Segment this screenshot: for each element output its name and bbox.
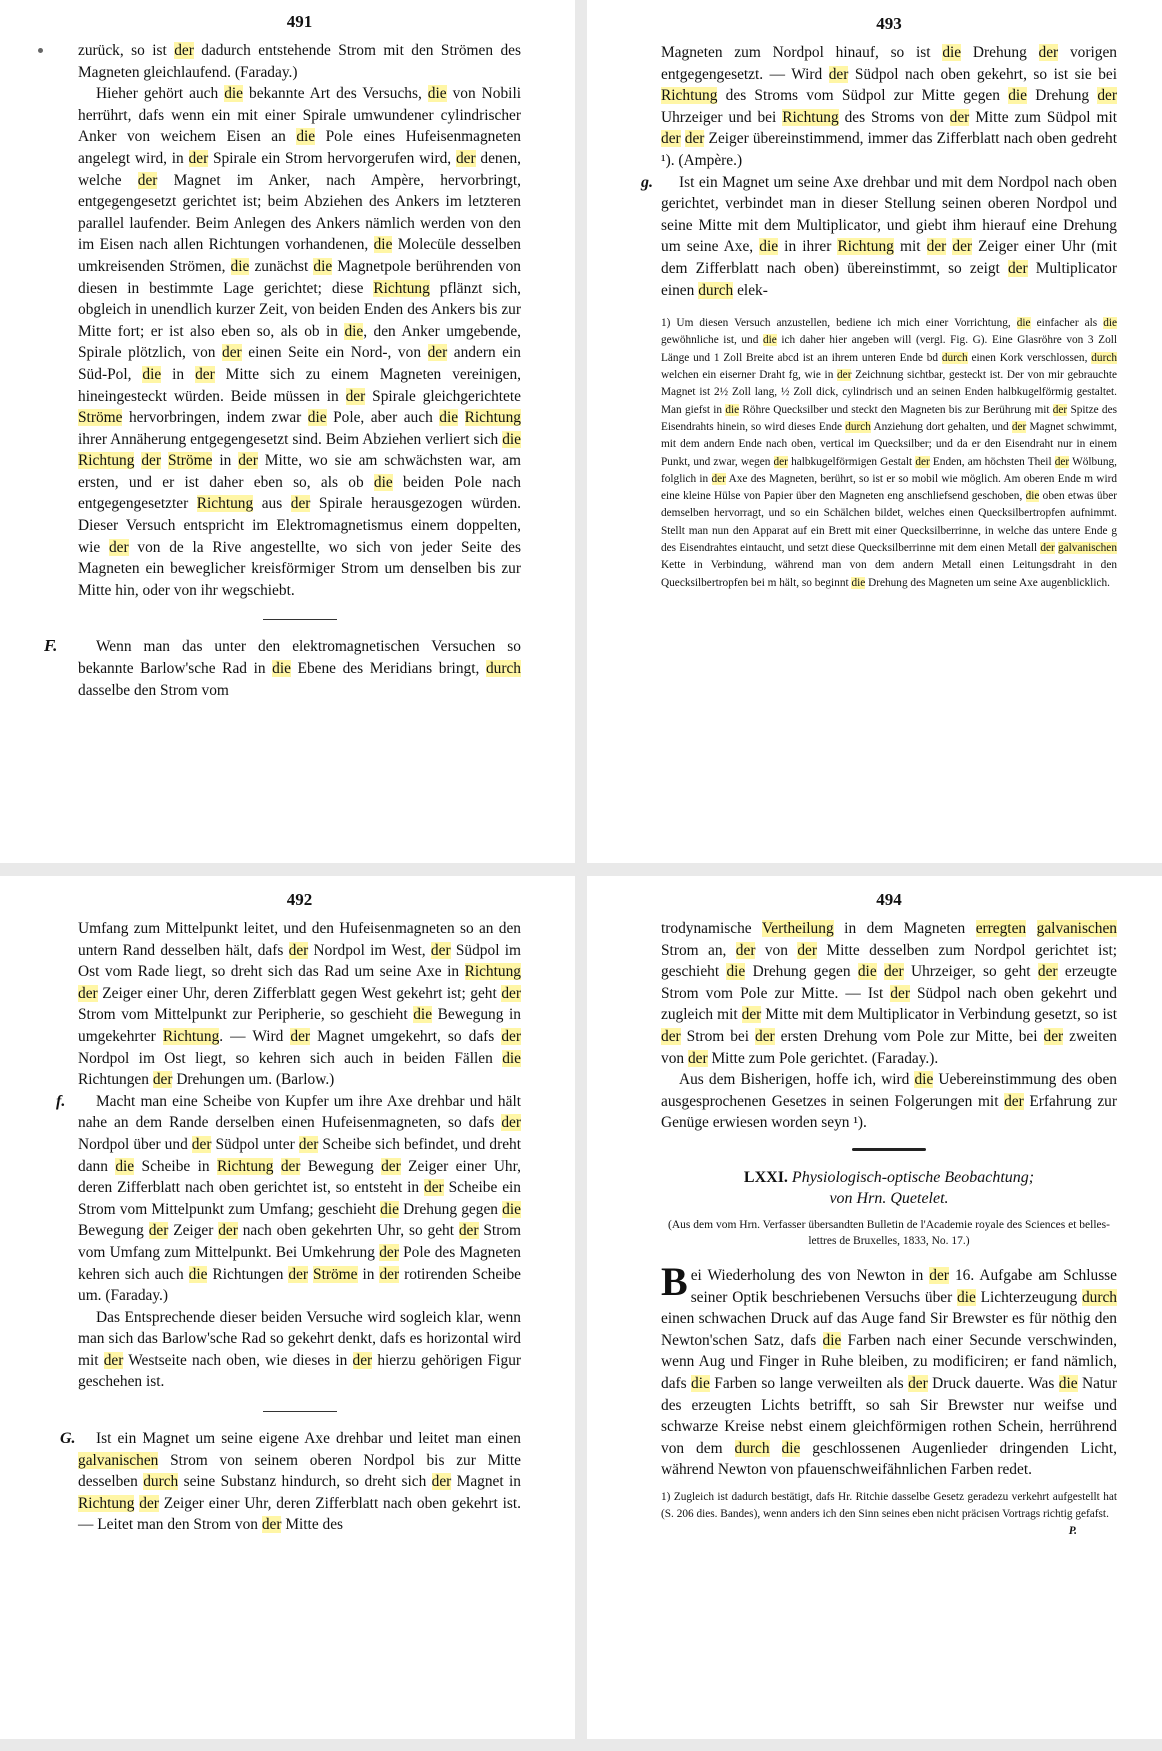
search-highlight: der <box>773 455 788 468</box>
search-highlight: der <box>828 65 849 83</box>
search-highlight: der <box>345 387 366 405</box>
search-highlight: die <box>781 1439 801 1457</box>
search-highlight: der <box>424 1179 444 1197</box>
search-highlight: Vertheilung <box>761 920 834 937</box>
search-highlight: Ströme <box>167 452 213 470</box>
search-highlight: die <box>380 1200 399 1218</box>
search-highlight: der <box>430 941 451 959</box>
search-highlight: die <box>725 403 740 416</box>
page-body <box>56 918 522 1393</box>
search-highlight: die <box>857 963 877 981</box>
search-highlight: die <box>1016 317 1031 330</box>
search-highlight: die <box>762 334 777 347</box>
search-highlight: durch <box>1091 351 1117 364</box>
search-highlight: der <box>661 130 681 148</box>
search-highlight: der <box>108 538 129 556</box>
footnote <box>661 1489 1117 1541</box>
search-highlight: die <box>427 85 447 103</box>
search-highlight: der <box>290 495 311 513</box>
search-highlight: Richtung <box>78 1494 135 1512</box>
article-number: LXXI. <box>743 1168 788 1186</box>
paragraph: ei Wiederholung des von Newton in der 16. Aufgabe am Schlusse seiner Optik beschriebenen Versuchs über die Lichterzeugung durch einen schwachen Druck auf das Auge fand Sir Brewster es für nöthig den Newton'schen Satz, dafs die Farben nach einer Secunde verschwinden, wenn Aug und Finger in Ruhe bleiben, zu modificiren; er fand nämlich, dafs die Farben so lange verweilten als der Druck dauerte. Was die Natur des erzeugten Lichts betrifft, so sah Sir Brewster nur weifse und schwarze Kreise nebst einem gleichförmigen rothen Schein, herrührend von dem durch die geschlossenen Augenlieder dringenden Licht, während Newton von pfauenschweifähnlichen Farben redet. <box>661 1266 1118 1479</box>
search-highlight: der <box>381 1157 401 1175</box>
search-highlight: der <box>1038 44 1059 61</box>
search-highlight: der <box>280 1157 301 1175</box>
search-highlight: der <box>78 984 98 1002</box>
search-highlight: der <box>1054 455 1070 468</box>
search-highlight: der <box>188 149 209 167</box>
page-493 <box>587 0 1162 863</box>
search-highlight: der <box>1004 1092 1024 1110</box>
search-highlight: der <box>174 42 194 59</box>
search-highlight: durch <box>698 281 734 299</box>
search-highlight: der <box>218 1222 238 1240</box>
section-g <box>641 172 1118 302</box>
paragraph: Ist ein Magnet um seine Axe drehbar und mit dem Nordpol nach oben gerichtet, verbindet man in dieser Stellung seinen oberen Nordpol und seine Mitte mit dem Multiplicator, und giebt ihm hierauf eine Drehung um seine Axe, die in ihrer Richtung mit der der Zeiger einer Uhr (mit dem Zifferblatt nach oben) übereinstimmt, so zeigt der Multiplicator einen durch elek- <box>661 173 1118 299</box>
search-highlight: Ströme <box>78 409 123 427</box>
section-mark: f. <box>56 1092 66 1110</box>
search-highlight: der <box>741 1006 762 1024</box>
article-body <box>661 1258 1118 1481</box>
search-highlight: die <box>272 660 291 678</box>
search-highlight: der <box>379 1243 399 1261</box>
search-highlight: der <box>427 344 448 362</box>
search-highlight: galvanischen <box>1036 920 1117 937</box>
margin-dot-icon <box>38 48 43 53</box>
search-highlight: durch <box>1081 1288 1117 1306</box>
search-highlight: die <box>296 128 316 146</box>
search-highlight: der <box>352 1351 373 1369</box>
search-highlight: durch <box>485 660 521 678</box>
search-highlight: der <box>735 941 756 959</box>
paragraph: Hieher gehört auch die bekannte Art des Versuchs, die von Nobili herrührt, dafs wenn ein mit einer Spirale umwundener cylindrischer Anker von weichem Eisen an die Pole eines Hufeisenmagneten angelegt wird, in der Spirale ein Strom hervorgerufen wird, der denen, welche der Magnet im Anker, nach Ampère, hervorbringt, entgegengesetzt gerichtet ist; beim Abziehen des Ankers im letzteren parallel laufender. Beim Anlegen des Ankers nämlich werden von den im Eisen nach allen Richtungen vorhandenen, die Molecüle desselben umkreisenden Strömen, die zunächst die Magnetpole berührenden von diesen in bestimmte Lage gerichtet; diese Richtung pflänzt sich, obgleich in unendlich kurzer Zeit, von beiden Enden des Ankers bis zur Mitte fort; er ist also eben so, als ob in die, den Anker umgebende, Spirale plötzlich, von der einen Seite ein Nord-, von der andern ein Süd-Pol, die in der Mitte sich zu einem Magneten vereinigen, hineingesteckt würden. Beide müssen in der Spirale gleichgerichtete Ströme hervorbringen, indem zwar die Pole, aber auch die Richtung ihrer Annäherung entgegengesetzt sind. Beim Abziehen verliert sich die Richtung der Ströme in der Mitte, wo sie am schwächsten war, am ersten, und er ist daher eben so, als ob die beiden Pole nach entgegengesetzter Richtung aus der Spirale herausgezogen würden. Dieser Versuch entspricht im Elektromagnetismus einem doppelten, wie der von de la Rive angestellte, wo sich von jeder Seite des Magneten ein beweglicher kreisförmiger Strom um denselben bis zur Mitte hin, oder von ihr wegschiebt. <box>78 85 522 599</box>
search-highlight: der <box>222 344 242 362</box>
page-body <box>641 42 1118 301</box>
search-highlight: der <box>908 1374 928 1392</box>
search-highlight: die <box>942 44 962 61</box>
search-highlight: der <box>1007 259 1028 277</box>
signature: P. <box>1068 1525 1077 1538</box>
paragraph: Ist ein Magnet um seine eigene Axe drehbar und leitet man einen galvanischen Strom von seinem oberen Nordpol bis zur Mitte desselben durch seine Substanz hindurch, so dreht sich der Magnet in Richtung der Zeiger einer Uhr, deren Zifferblatt nach oben gekehrt ist. — Leitet man den Strom von der Mitte des <box>78 1430 521 1534</box>
search-highlight: der <box>926 238 947 256</box>
search-highlight: durch <box>941 351 968 364</box>
section-mark: G. <box>60 1430 76 1448</box>
search-highlight: der <box>288 1265 309 1283</box>
search-highlight: durch <box>734 1439 770 1457</box>
search-highlight: der <box>455 149 476 167</box>
search-highlight: der <box>379 1265 400 1283</box>
article-heading <box>661 1167 1117 1209</box>
footnote: 1) Um diesen Versuch anzustellen, bediene ich mich einer Vorrichtung, die einfacher als die gewöhnliche ist, und die ich daher hier angeben will (vergl. Fig. G). Eine Glasröhre von 3 Zoll Länge und 1 Zoll Breite abcd ist an ihrem unteren Ende bd durch einen Kork verschlossen, durch welchen ein eiserner Draht fg, wie in der Zeichnung sichtbar, gesteckt ist. Der von mir gebrauchte Magnet ist 2½ Zoll lang, ½ Zoll dick, cylindrisch und an seinen Enden halbkugelförmig gestaltet. Man giefst in die Röhre Quecksilber und steckt den Magneten bis zur Berührung mit der Spitze des Eisendrahts hinein, so wird dieses Ende durch Anziehung dort gehalten, und der Magnet schwimmt, mit dem andern Ende nach oben, vertical im Quecksilber; und da er den Eisendraht nur in einem Punkt, und zwar, wegen der halbkugelförmigen Gestalt der Enden, am höchsten Theil der Wölbung, folglich in der Axe des Magneten, berührt, so ist er so mobil wie möglich. Am oberen Ende m wird eine kleine Hülse von Papier über den Magneten eng anschliefsend geschoben, die oben etwas über demselben hervorragt, und so ein Schälchen bildet, welches einen Quecksilbertropfen aufnimmt. Stellt man nun den Apparat auf ein Brett mit einer Quecksilberrinne, in welche das untere Ende g des Eisendrahtes eintaucht, und setzt diese Quecksilberrinne mit dem einen Metall der galvanischen Kette in Verbindung, während man von dem andern Metall einen Leitungsdraht in den Quecksilbertropfen bei m hält, so beginnt die Drehung des Magneten um seine Axe augenblicklich. <box>661 317 1117 589</box>
search-highlight: der <box>1097 87 1117 105</box>
search-highlight: die <box>759 238 779 256</box>
article-author: von Hrn. Quetelet. <box>829 1189 949 1207</box>
search-highlight: die <box>1103 317 1117 330</box>
search-highlight: Richtung <box>78 452 135 470</box>
search-highlight: der <box>661 1027 681 1045</box>
drop-cap: B <box>661 1258 688 1304</box>
search-highlight: der <box>501 1114 521 1132</box>
search-highlight: die <box>344 322 364 340</box>
search-highlight: die <box>851 576 866 589</box>
search-highlight: Richtung <box>782 108 839 126</box>
search-highlight: die <box>502 1200 521 1218</box>
section-divider <box>263 619 337 620</box>
search-highlight: die <box>313 257 333 275</box>
search-highlight: der <box>1040 541 1055 554</box>
search-highlight: die <box>726 963 746 981</box>
search-highlight: die <box>502 430 521 448</box>
search-highlight: die <box>307 409 327 427</box>
page-number: 492 <box>286 890 313 909</box>
search-highlight: die <box>115 1157 135 1175</box>
search-highlight: der <box>501 984 521 1002</box>
search-highlight: Richtung <box>464 409 521 427</box>
search-highlight: der <box>501 1027 521 1045</box>
search-highlight: Richtung <box>162 1027 220 1045</box>
paragraph: Umfang zum Mittelpunkt leitet, und den Hufeisenmagneten so an den untern Rand desselben hält, dafs der Nordpol im West, der Südpol im Ost vom Rade liegt, so dreht sich das Rad um seine Axe in Richtung der Zeiger einer Uhr, deren Zifferblatt gegen West gekehrt ist; geht der Strom vom Mittelpunkt zur Peripherie, so geschieht die Bewegung in umgekehrter Richtung. — Wird der Magnet umgekehrt, so dafs der Nordpol im Ost liegt, so kehren sich auch in beiden Fällen die Richtungen der Drehungen um. (Barlow.) <box>78 920 522 1089</box>
search-highlight: der <box>1043 1027 1064 1045</box>
article-source: (Aus dem vom Hrn. Verfasser übersandten Bulletin de l'Academie royale des Sciences et belles-lettres de Bruxelles, 1833, No. 17.) <box>668 1218 1110 1247</box>
paragraph: Magneten zum Nordpol hinauf, so ist die Drehung der vorigen entgegengesetzt. — Wird der Südpol nach oben gekehrt, so ist sie bei Richtung des Stroms vom Südpol zur Mitte gegen die Drehung der Uhrzeiger und bei Richtung des Stroms von der Mitte zum Südpol mit der der Zeiger übereinstimmend, immer das Zifferblatt nach oben gedreht ¹). (Ampère.) <box>661 44 1118 169</box>
search-highlight: Richtung <box>837 238 894 256</box>
search-highlight: der <box>298 1135 319 1153</box>
page-number: 493 <box>876 14 902 33</box>
search-highlight: der <box>797 941 817 959</box>
search-highlight: erregten <box>975 920 1027 937</box>
search-highlight: Richtung <box>216 1157 274 1175</box>
search-highlight: Richtung <box>196 495 254 513</box>
paragraph: trodynamische Vertheilung in dem Magneten erregten galvanischen Strom an, der von der Mitte desselben zum Nordpol gerichtet ist; geschieht die Drehung gegen die der Uhrzeiger, so geht der erzeugte Strom vom Pole zur Mitte. — Ist der Südpol nach oben gekehrt und zugleich mit der Mitte mit dem Multiplicator in Verbindung gesetzt, so ist der Strom bei der ersten Drehung vom Pole zur Mitte, bei der zweiten von der Mitte zum Pole gerichtet. (Faraday.). <box>661 920 1118 1067</box>
ornamental-divider <box>852 1148 926 1151</box>
search-highlight: Richtung <box>661 87 718 105</box>
search-highlight: der <box>458 1222 479 1240</box>
search-highlight: der <box>148 1222 169 1240</box>
article-title: Physiologisch-optische Beobachtung; <box>791 1168 1035 1186</box>
search-highlight: die <box>373 236 393 254</box>
search-highlight: der <box>137 171 158 189</box>
search-highlight: der <box>290 1027 311 1045</box>
page-491 <box>0 0 575 863</box>
search-highlight: der <box>755 1027 775 1045</box>
search-highlight: die <box>373 473 393 491</box>
search-highlight: der <box>929 1266 949 1284</box>
section-G <box>60 1428 521 1536</box>
search-highlight: die <box>1058 1374 1078 1392</box>
search-highlight: die <box>1008 87 1027 105</box>
search-highlight: der <box>687 1049 708 1067</box>
footnote-text: 1) Zugleich ist dadurch bestätigt, dafs Hr. Ritchie dasselbe Gesetz geradezu verkehrt aufgestellt hat (S. 206 dies. Bandes), wenn anders ich den Sinn seines eben nicht präcisen Vortrags richtig gefafst. <box>661 1490 1117 1521</box>
paragraph: zurück, so ist der dadurch entstehende Strom mit den Strömen des Magneten gleichlaufend. (Faraday.) <box>78 42 521 81</box>
search-highlight: der <box>288 941 309 959</box>
page-body <box>661 918 1117 1134</box>
search-highlight: die <box>413 1006 433 1024</box>
search-highlight: der <box>191 1135 212 1153</box>
search-highlight: galvanischen <box>78 1451 159 1469</box>
search-highlight: die <box>691 1374 710 1392</box>
search-highlight: der <box>952 238 973 256</box>
search-highlight: der <box>711 472 726 485</box>
paragraph: Aus dem Bisherigen, hoffe ich, wird die Uebereinstimmung des oben ausgesprochenen Gesetzes in seinen Folgerungen mit der Erfahrung zur Genüge erwiesen worden seyn ¹). <box>661 1071 1117 1132</box>
page-494 <box>587 876 1162 1739</box>
search-highlight: der <box>1052 403 1068 416</box>
search-highlight: der <box>915 455 930 468</box>
search-highlight: die <box>224 85 244 103</box>
paragraph: Das Entsprechende dieser beiden Versuche wird sogleich klar, wenn man sich das Barlow'sche Rad so gekehrt denkt, dafs es horizontal wird mit der Westseite nach oben, wie dieses in der hierzu gehörigen Figur geschehen ist. <box>78 1308 522 1391</box>
search-highlight: die <box>142 365 162 383</box>
search-highlight: der <box>1037 963 1058 981</box>
search-highlight: der <box>195 365 215 383</box>
page-number: 494 <box>876 890 902 909</box>
paragraph: Wenn man das unter den elektromagnetischen Versuchen so bekannte Barlow'sche Rad in die Ebene des Meridians bringt, durch dasselbe den Strom vom <box>78 638 521 699</box>
search-highlight: der <box>103 1351 124 1369</box>
search-highlight: die <box>502 1049 521 1067</box>
search-highlight: durch <box>845 420 871 433</box>
search-highlight: die <box>1025 490 1040 503</box>
search-highlight: der <box>890 984 910 1002</box>
search-highlight: der <box>1011 420 1027 433</box>
search-highlight: die <box>439 409 459 427</box>
search-highlight: der <box>431 1473 452 1491</box>
search-highlight: durch <box>143 1473 179 1491</box>
search-highlight: der <box>238 452 258 470</box>
search-highlight: die <box>822 1331 842 1349</box>
search-highlight: Ströme <box>313 1265 358 1283</box>
search-highlight: der <box>141 452 162 470</box>
search-highlight: der <box>684 130 705 148</box>
search-highlight: der <box>949 108 970 126</box>
section-f <box>56 1091 522 1307</box>
search-highlight: der <box>139 1494 159 1512</box>
search-highlight: die <box>914 1071 934 1089</box>
section-divider <box>263 1411 337 1412</box>
section-F <box>44 636 521 701</box>
search-highlight: der <box>152 1071 173 1089</box>
search-highlight: die <box>230 257 250 275</box>
search-highlight: der <box>883 963 904 981</box>
search-highlight: Richtung <box>464 963 521 981</box>
search-highlight: galvanischen <box>1058 541 1117 554</box>
search-highlight: die <box>188 1265 208 1283</box>
page-number: 491 <box>286 12 313 31</box>
page-body <box>78 40 521 601</box>
search-highlight: die <box>957 1288 976 1306</box>
search-highlight: der <box>261 1516 282 1534</box>
section-mark: g. <box>641 173 653 191</box>
section-mark: F. <box>44 636 58 656</box>
search-highlight: Richtung <box>373 279 430 297</box>
search-highlight: der <box>837 369 852 382</box>
paragraph: Macht man eine Scheibe von Kupfer um ihre Axe drehbar und hält nahe an dem Rande derselben einen Hufeisenmagneten, so dafs der Nordpol über und der Südpol unter der Scheibe sich befindet, und dreht dann die Scheibe in Richtung der Bewegung der Zeiger einer Uhr, deren Zifferblatt nach oben gerichtet ist, so entsteht in der Scheibe ein Strom vom Mittelpunkt zum Umfang; geschieht die Drehung gegen die Bewegung der Zeiger der nach oben gekehrten Uhr, so geht der Strom vom Umfang zum Mittelpunkt. Bei Umkehrung der Pole des Magneten kehren sich auch die Richtungen der Ströme in der rotirenden Scheibe um. (Faraday.) <box>78 1092 522 1305</box>
page-492 <box>0 876 575 1739</box>
